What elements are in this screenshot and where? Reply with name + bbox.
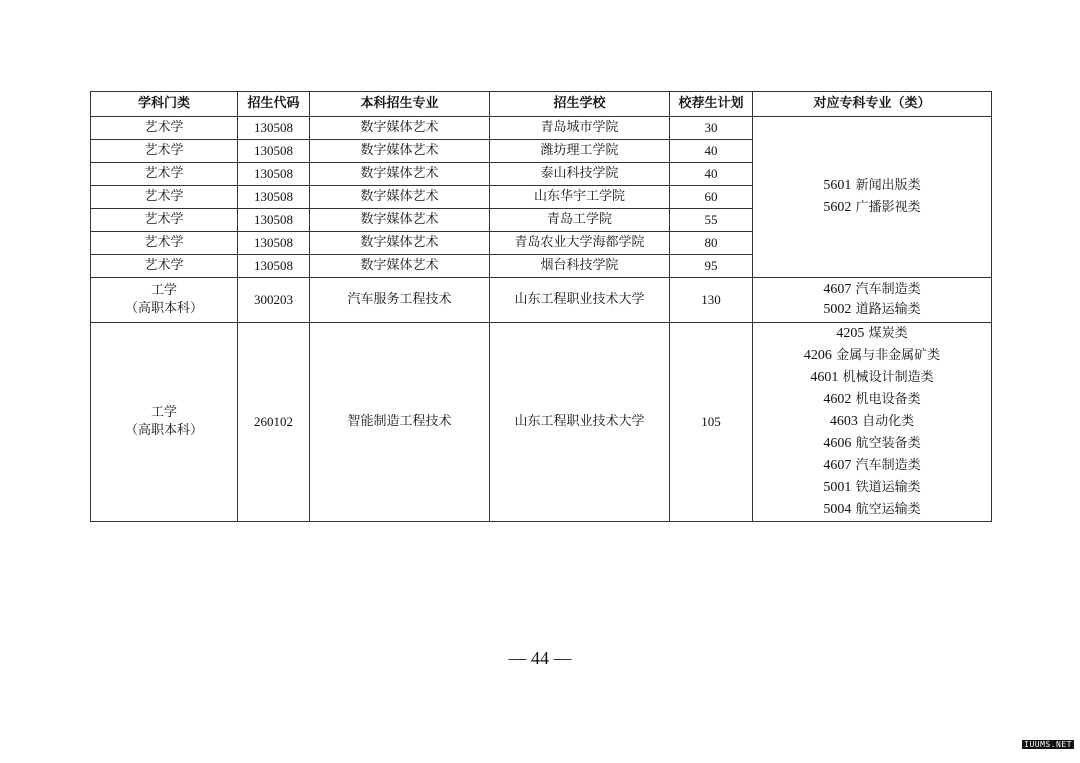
cell-major: 数字媒体艺术 <box>310 255 490 278</box>
header-major: 本科招生专业 <box>310 92 490 117</box>
page-number: — 44 — <box>508 648 572 668</box>
cell-category: 工学 （高职本科） <box>91 323 238 522</box>
cell-school: 泰山科技学院 <box>490 163 670 186</box>
cell-school: 青岛城市学院 <box>490 117 670 140</box>
cell-related-eng-2 <box>753 323 992 522</box>
table-header-row <box>91 92 992 117</box>
related-item: 5002 道路运输类 <box>823 302 921 317</box>
cell-plan: 60 <box>670 186 753 209</box>
cell-code: 130508 <box>238 117 310 140</box>
header-category: 学科门类 <box>91 92 238 117</box>
site-watermark: IUUMS.NET <box>1024 740 1072 749</box>
cell-major: 汽车服务工程技术 <box>310 278 490 323</box>
cell-major: 智能制造工程技术 <box>310 323 490 522</box>
cell-category: 艺术学 <box>91 232 238 255</box>
cell-school: 山东工程职业技术大学 <box>490 278 670 323</box>
cell-major: 数字媒体艺术 <box>310 117 490 140</box>
related-item: 4606 航空装备类 <box>823 436 921 451</box>
cell-plan: 40 <box>670 140 753 163</box>
table-row <box>91 117 992 140</box>
cell-school: 青岛农业大学海都学院 <box>490 232 670 255</box>
cell-category: 艺术学 <box>91 117 238 140</box>
cell-code: 130508 <box>238 255 310 278</box>
cell-code: 130508 <box>238 232 310 255</box>
cell-plan: 105 <box>670 323 753 522</box>
cell-plan: 55 <box>670 209 753 232</box>
cell-code: 260102 <box>238 323 310 522</box>
cell-category: 艺术学 <box>91 255 238 278</box>
cell-related-art <box>753 117 992 278</box>
related-item: 4607 汽车制造类 <box>823 458 921 473</box>
related-item: 4601 机械设计制造类 <box>810 370 934 385</box>
table-row <box>91 323 992 522</box>
header-related-majors: 对应专科专业（类） <box>753 92 992 117</box>
cell-code: 130508 <box>238 140 310 163</box>
cell-plan: 130 <box>670 278 753 323</box>
related-item: 5001 铁道运输类 <box>823 480 921 495</box>
cell-plan: 95 <box>670 255 753 278</box>
cell-school: 青岛工学院 <box>490 209 670 232</box>
cell-school: 山东工程职业技术大学 <box>490 323 670 522</box>
related-item: 5602 广播影视类 <box>823 200 921 215</box>
cell-school: 烟台科技学院 <box>490 255 670 278</box>
cell-category: 艺术学 <box>91 163 238 186</box>
cell-category: 艺术学 <box>91 140 238 163</box>
cell-major: 数字媒体艺术 <box>310 232 490 255</box>
header-code: 招生代码 <box>238 92 310 117</box>
cell-related-eng-1 <box>753 278 992 323</box>
cell-code: 130508 <box>238 186 310 209</box>
related-item: 4206 金属与非金属矿类 <box>803 348 941 363</box>
cell-category: 艺术学 <box>91 186 238 209</box>
related-item: 4602 机电设备类 <box>823 392 921 407</box>
cell-category: 工学 （高职本科） <box>91 278 238 323</box>
cell-major: 数字媒体艺术 <box>310 186 490 209</box>
cell-plan: 80 <box>670 232 753 255</box>
cell-code: 130508 <box>238 209 310 232</box>
cell-category: 艺术学 <box>91 209 238 232</box>
related-item: 4205 煤炭类 <box>836 326 908 341</box>
header-school: 招生学校 <box>490 92 670 117</box>
header-plan: 校荐生计划 <box>670 92 753 117</box>
related-item: 5004 航空运输类 <box>823 502 921 517</box>
cell-school: 山东华宇工学院 <box>490 186 670 209</box>
cell-code: 300203 <box>238 278 310 323</box>
cell-code: 130508 <box>238 163 310 186</box>
cell-plan: 30 <box>670 117 753 140</box>
cell-major: 数字媒体艺术 <box>310 209 490 232</box>
related-item: 5601 新闻出版类 <box>823 178 921 193</box>
cell-major: 数字媒体艺术 <box>310 163 490 186</box>
cell-major: 数字媒体艺术 <box>310 140 490 163</box>
related-item: 4603 自动化类 <box>829 414 915 429</box>
table-row <box>91 278 992 323</box>
related-item: 4607 汽车制造类 <box>823 282 921 297</box>
cell-school: 潍坊理工学院 <box>490 140 670 163</box>
cell-plan: 40 <box>670 163 753 186</box>
admission-plan-table <box>90 91 992 522</box>
